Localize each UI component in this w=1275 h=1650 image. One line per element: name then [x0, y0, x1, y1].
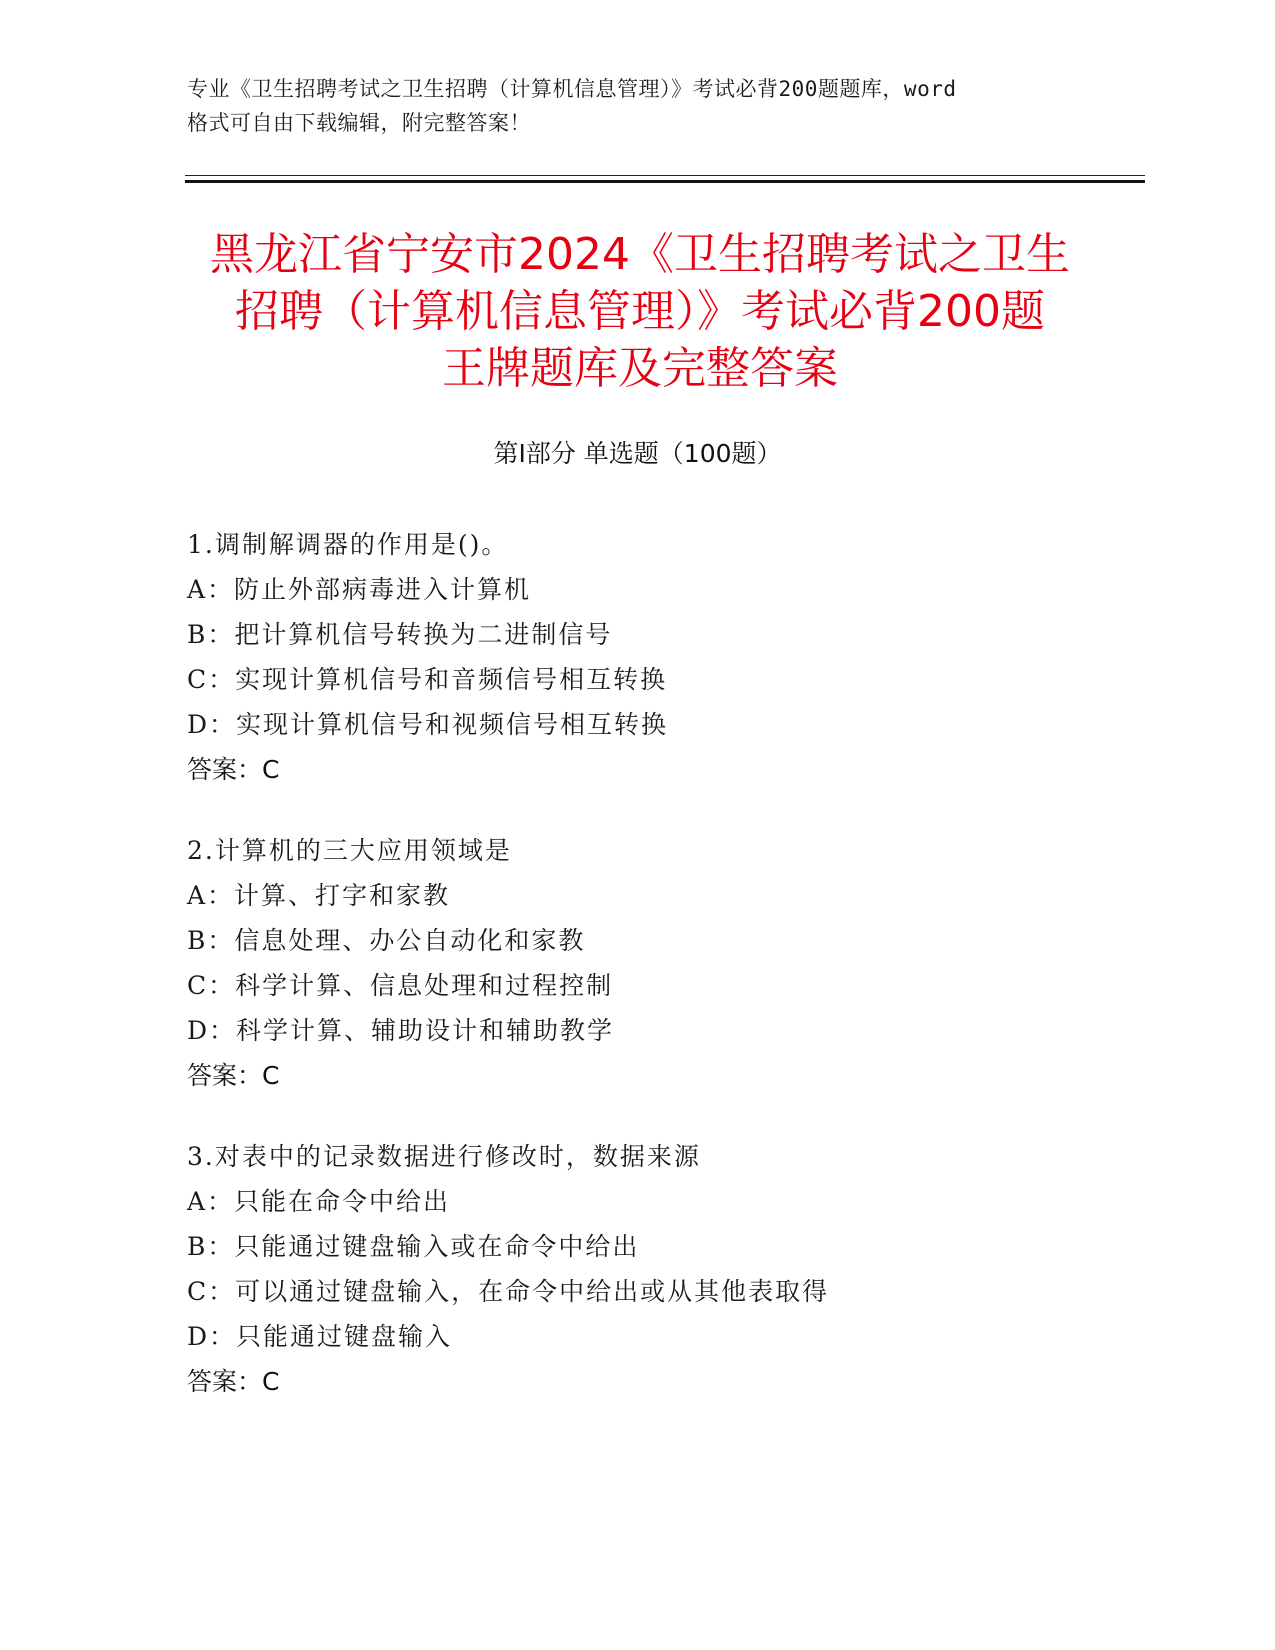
question-stem: 2.计算机的三大应用领域是 [187, 836, 512, 865]
answer-line: 答案：C [187, 1367, 280, 1396]
question-stem: 1.调制解调器的作用是()。 [187, 530, 509, 559]
option-a: A：只能在命令中给出 [187, 1187, 451, 1216]
option-c: C：科学计算、信息处理和过程控制 [187, 971, 614, 1000]
question-item [187, 522, 1087, 792]
option-a: A：防止外部病毒进入计算机 [187, 575, 532, 604]
option-c: C：可以通过键盘输入，在命令中给出或从其他表取得 [187, 1277, 830, 1306]
option-d: D：只能通过键盘输入 [187, 1322, 453, 1351]
question-item [187, 828, 1087, 1098]
option-d: D：科学计算、辅助设计和辅助教学 [187, 1016, 615, 1045]
header-note [187, 72, 1087, 140]
option-b: B：只能通过键盘输入或在命令中给出 [187, 1232, 640, 1261]
header-divider-thick [185, 180, 1145, 183]
title-line-1: 黑龙江省宁安市2024《卫生招聘考试之卫生 [210, 229, 1070, 280]
title-line-3: 王牌题库及完整答案 [442, 343, 838, 394]
header-note-line-1: 专业《卫生招聘考试之卫生招聘（计算机信息管理）》考试必背200题题库，word [187, 77, 957, 101]
option-c: C：实现计算机信号和音频信号相互转换 [187, 665, 668, 694]
answer-line: 答案：C [187, 1061, 280, 1090]
section-heading: 第Ⅰ部分 单选题（100题） [493, 439, 782, 468]
question-stem: 3.对表中的记录数据进行修改时，数据来源 [187, 1142, 701, 1171]
document-title [190, 226, 1090, 397]
option-b: B：信息处理、办公自动化和家教 [187, 926, 586, 955]
title-line-2: 招聘（计算机信息管理）》考试必背200题 [235, 286, 1045, 337]
option-a: A：计算、打字和家教 [187, 881, 451, 910]
question-list [187, 522, 1087, 1440]
header-divider-thin [185, 175, 1145, 176]
header-note-line-2: 格式可自由下载编辑，附完整答案！ [187, 111, 531, 135]
option-b: B：把计算机信号转换为二进制信号 [187, 620, 613, 649]
question-item [187, 1134, 1087, 1404]
answer-line: 答案：C [187, 755, 280, 784]
option-d: D：实现计算机信号和视频信号相互转换 [187, 710, 669, 739]
